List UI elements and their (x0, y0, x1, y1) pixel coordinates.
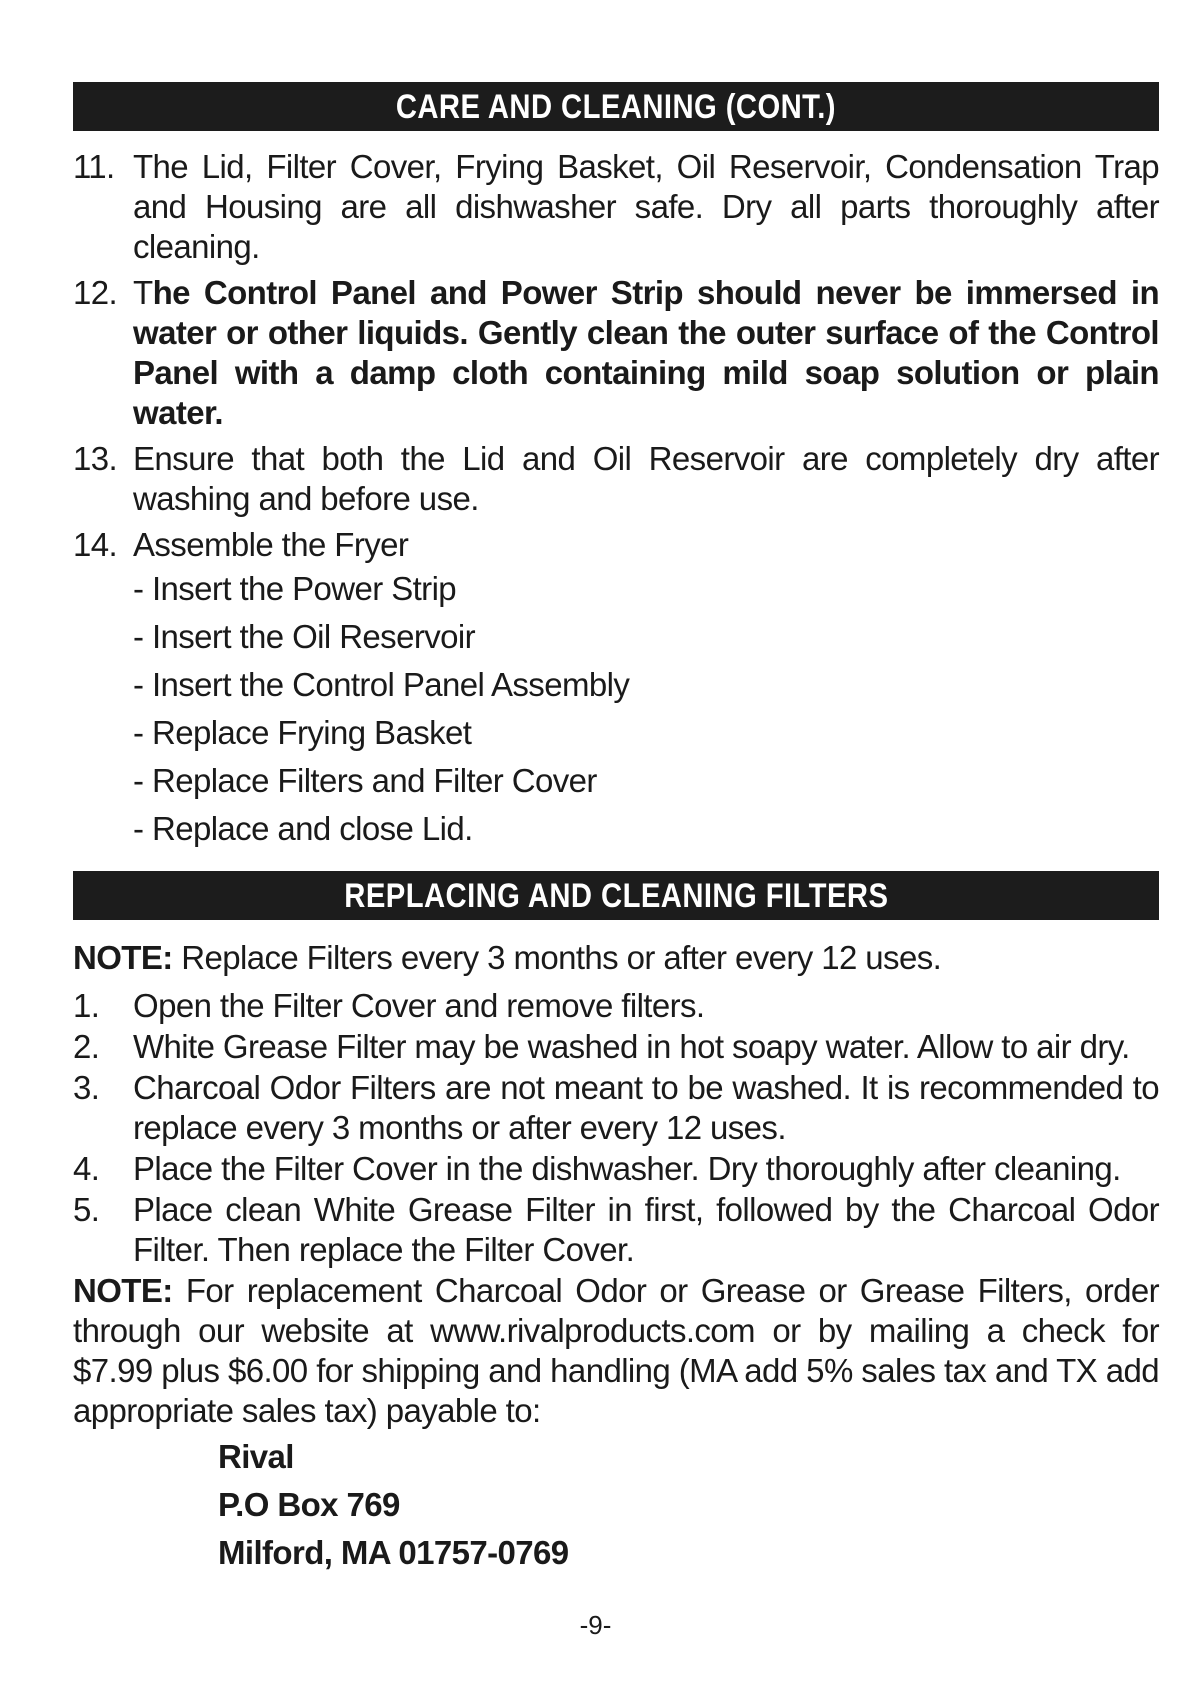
item-text: White Grease Filter may be washed in hot soapy water. Allow to air dry. (133, 1028, 1130, 1065)
note-label: NOTE: (73, 939, 173, 976)
care-cleaning-list (73, 147, 1159, 853)
assembly-step: - Insert the Oil Reservoir (133, 618, 476, 655)
list-item (73, 986, 1159, 1026)
item-number: 4. (73, 1150, 100, 1187)
item-number: 11. (73, 148, 115, 185)
item-text: Charcoal Odor Filters are not meant to be washed. It is recommended to replace every 3 months or after every 12 uses. (133, 1069, 1159, 1146)
item-text (133, 273, 1159, 433)
item-text-bold: he Control Panel and Power Strip should never be immersed in water or other liquids. Gently clean the outer surface of the Control Panel with a damp cloth containing mild soap solution or plain water. (133, 274, 1159, 431)
address-line: Rival (218, 1438, 294, 1475)
assembly-step: - Replace Filters and Filter Cover (133, 762, 597, 799)
item-number: 14. (73, 526, 118, 563)
address-line: Milford, MA 01757-0769 (218, 1534, 569, 1571)
item-text: The Lid, Filter Cover, Frying Basket, Oil Reservoir, Condensation Trap and Housing are all dishwasher safe. Dry all parts thoroughly after cleaning. (133, 148, 1159, 265)
item-number: 13. (73, 440, 118, 477)
item-text: Place clean White Grease Filter in first, followed by the Charcoal Odor Filter. Then replace the Filter Cover. (133, 1191, 1159, 1268)
assembly-step: - Insert the Power Strip (133, 570, 457, 607)
list-item (73, 1068, 1159, 1148)
item-text-lead: T (133, 274, 153, 311)
note-text: For replacement Charcoal Odor or Grease or Grease Filters, order through our website at www.rivalproducts.com or by mailing a check for $7.99 plus $6.00 for shipping and handling (MA add 5% sales tax and TX add appropriate sales tax) payable to: (73, 1272, 1159, 1429)
section-header-care-cleaning (73, 82, 1159, 131)
assembly-step: - Replace Frying Basket (133, 714, 472, 751)
section-title: CARE AND CLEANING (CONT.) (395, 88, 837, 126)
note-label: NOTE: (73, 1272, 173, 1309)
item-number: 5. (73, 1191, 100, 1228)
list-item (73, 439, 1159, 519)
section-title: REPLACING AND CLEANING FILTERS (343, 877, 889, 915)
item-number: 1. (73, 987, 100, 1024)
assembly-step: - Insert the Control Panel Assembly (133, 666, 630, 703)
filters-content (73, 938, 1159, 1431)
section-header-filters (73, 871, 1159, 920)
assembly-step: - Replace and close Lid. (133, 810, 473, 847)
item-text: Place the Filter Cover in the dishwasher. Dry thoroughly after cleaning. (133, 1150, 1121, 1187)
item-number: 3. (73, 1069, 100, 1106)
address-line: P.O Box 769 (218, 1486, 400, 1523)
list-item (73, 273, 1159, 433)
item-number: 2. (73, 1028, 100, 1065)
page-number: -9- (579, 1610, 612, 1640)
list-item (73, 525, 1159, 565)
item-number: 12. (73, 274, 118, 311)
list-item (73, 1027, 1159, 1067)
item-text: Ensure that both the Lid and Oil Reservoir are completely dry after washing and before use. (133, 440, 1159, 517)
mailing-address (73, 1433, 1159, 1577)
item-text: Open the Filter Cover and remove filters. (133, 987, 705, 1024)
list-item (73, 1190, 1159, 1270)
note (73, 938, 1159, 978)
note-text: Replace Filters every 3 months or after every 12 uses. (172, 939, 942, 976)
note (73, 1271, 1159, 1431)
list-item (73, 147, 1159, 267)
list-item (73, 1149, 1159, 1189)
manual-page (73, 82, 1159, 1577)
item-text: Assemble the Fryer (133, 526, 409, 563)
